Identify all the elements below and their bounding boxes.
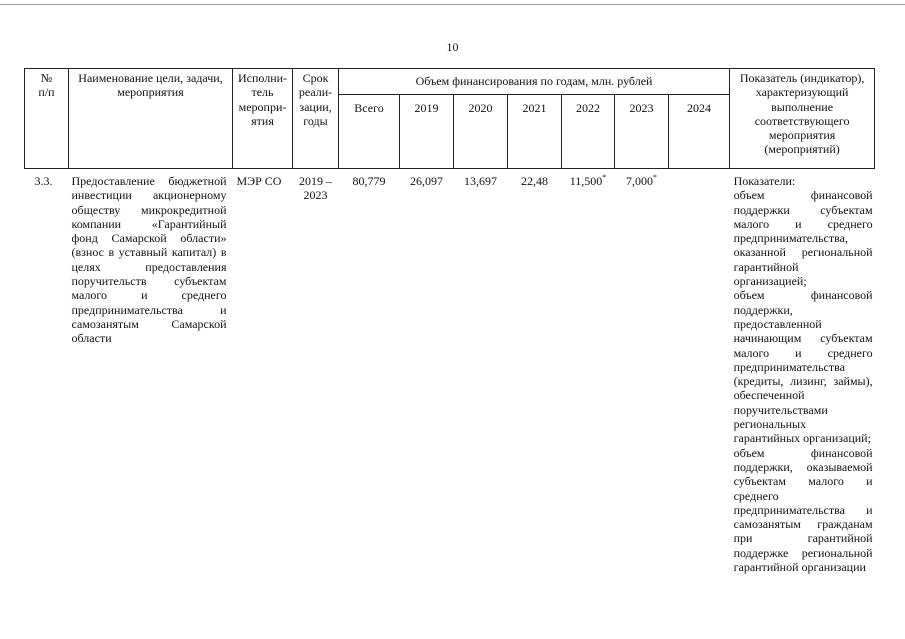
table-row [25,169,875,575]
header-year: 2021 [508,95,562,169]
row-value: 13,697 [454,169,508,575]
row-num: 3.3. [25,169,69,575]
header-total: Всего [339,95,400,169]
row-value: 11,500* [562,169,615,575]
row-term: 2019 – 2023 [293,169,339,575]
row-value: 22,48 [508,169,562,575]
header-indicator: Показатель (индикатор), характеризующий выполнение соответствующего мероприятия (мероприятий) [730,69,875,169]
header-name: Наименование цели, задачи, мероприятия [69,69,233,169]
header-year: 2022 [562,95,615,169]
top-rule [0,4,905,5]
row-executor: МЭР СО [233,169,293,575]
header-financing: Объем финансирования по годам, млн. рублей [339,69,730,95]
row-value: 26,097 [400,169,454,575]
page-number: 10 [446,40,459,54]
row-value: 7,000* [615,169,669,575]
header-year: 2020 [454,95,508,169]
row-total: 80,779 [339,169,400,575]
row-value [669,169,730,575]
header-year: 2023 [615,95,669,169]
header-term: Срок реали- зации, годы [293,69,339,169]
header-executor: Исполни- тель меропри- ятия [233,69,293,169]
header-year: 2024 [669,95,730,169]
financing-table [24,68,875,574]
header-num: № п/п [25,69,69,169]
header-year: 2019 [400,95,454,169]
row-indicator: Показатели: объем финансовой поддержки субъектам малого и среднего предпринимательства, оказанной региональной гарантийной организацией; объем финансовой поддержки, предоставленной начинающим субъектам малого и среднего предпринимательства (кредиты, лизинг, займы), обеспеченной поручительствами региональных гарантийных организаций; объем финансовой поддержки, оказываемой субъектам малого и среднего предпринимательства и самозанятым гражданам при гарантийной поддержке региональной гарантийной организации [730,169,875,575]
row-name: Предоставление бюджетной инвестиции акционерному обществу микрокредитной компании «Гарантийный фонд Самарской области» (взнос в уставный капитал) в целях предоставления поручительств субъектам малого и среднего предпринимательства и самозанятым Самарской области [69,169,233,575]
